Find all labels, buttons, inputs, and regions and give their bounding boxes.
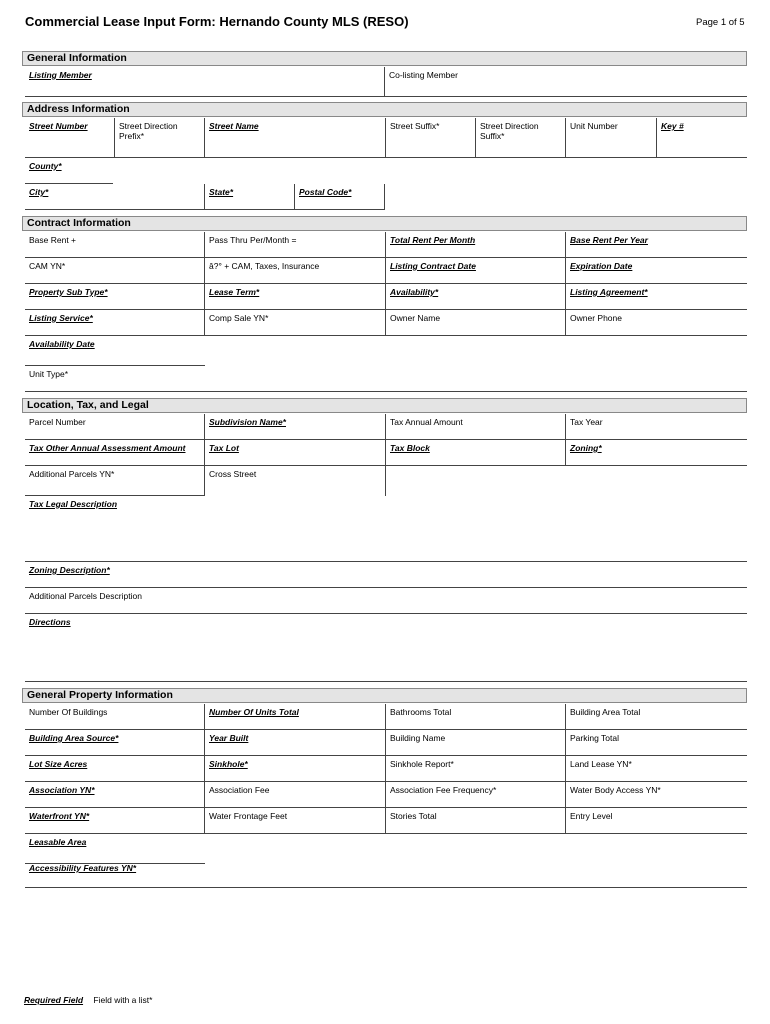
property-sub-type-field[interactable]: Property Sub Type* [25,284,205,310]
co-listing-member-field[interactable]: Co-listing Member [385,67,747,97]
unit-number-field[interactable]: Unit Number [566,118,657,158]
parking-total-field[interactable]: Parking Total [566,730,747,756]
land-lease-yn-field[interactable]: Land Lease YN* [566,756,747,782]
accessibility-features-yn-field[interactable]: Accessibility Features YN* [25,860,747,888]
entry-level-field[interactable]: Entry Level [566,808,747,834]
expiration-date-field[interactable]: Expiration Date [566,258,747,284]
building-area-source-field[interactable]: Building Area Source* [25,730,205,756]
listing-member-field[interactable]: Listing Member [25,67,385,97]
base-rent-per-year-field[interactable]: Base Rent Per Year [566,232,747,258]
section-location-tax-legal: Location, Tax, and Legal [22,398,747,413]
required-field-legend: Required Field [24,995,84,1005]
section-general-property-information: General Property Information [22,688,747,703]
association-fee-frequency-field[interactable]: Association Fee Frequency* [386,782,566,808]
lot-size-acres-field[interactable]: Lot Size Acres [25,756,205,782]
tax-block-field[interactable]: Tax Block [386,440,566,466]
listing-contract-date-field[interactable]: Listing Contract Date [386,258,566,284]
association-yn-field[interactable]: Association YN* [25,782,205,808]
street-suffix-field[interactable]: Street Suffix* [386,118,476,158]
comp-sale-yn-field[interactable]: Comp Sale YN* [205,310,386,336]
tax-annual-amount-field[interactable]: Tax Annual Amount [386,414,566,440]
base-rent-field[interactable]: Base Rent + [25,232,205,258]
section-contract-information: Contract Information [22,216,747,231]
water-body-access-yn-field[interactable]: Water Body Access YN* [566,782,747,808]
additional-parcels-yn-field[interactable]: Additional Parcels YN* [25,466,205,496]
cam-yn-field[interactable]: CAM YN* [25,258,205,284]
street-name-field[interactable]: Street Name [205,118,386,158]
section-general-information: General Information [22,51,747,66]
list-field-legend: Field with a list* [93,995,153,1005]
additional-parcels-description-field[interactable]: Additional Parcels Description [25,588,747,614]
postal-code-field[interactable]: Postal Code* [295,184,385,210]
tax-legal-description-field[interactable]: Tax Legal Description [25,496,747,562]
form-title: Commercial Lease Input Form: Hernando County MLS (RESO) [25,14,409,29]
city-field[interactable]: City* [25,184,205,210]
listing-service-field[interactable]: Listing Service* [25,310,205,336]
water-frontage-feet-field[interactable]: Water Frontage Feet [205,808,386,834]
sinkhole-report-field[interactable]: Sinkhole Report* [386,756,566,782]
association-fee-field[interactable]: Association Fee [205,782,386,808]
year-built-field[interactable]: Year Built [205,730,386,756]
street-direction-suffix-field[interactable]: Street Direction Suffix* [476,118,566,158]
cam-taxes-insurance-field[interactable]: â?° + CAM, Taxes, Insurance [205,258,386,284]
number-of-buildings-field[interactable]: Number Of Buildings [25,704,205,730]
key-number-field[interactable]: Key # [657,118,747,158]
parcel-number-field[interactable]: Parcel Number [25,414,205,440]
leasable-area-field[interactable]: Leasable Area [25,834,205,864]
availability-field[interactable]: Availability* [386,284,566,310]
tax-other-assessment-field[interactable]: Tax Other Annual Assessment Amount [25,440,205,466]
owner-phone-field[interactable]: Owner Phone [566,310,747,336]
state-field[interactable]: State* [205,184,295,210]
directions-field[interactable]: Directions [25,614,747,682]
lease-term-field[interactable]: Lease Term* [205,284,386,310]
page-number: Page 1 of 5 [696,17,745,28]
section-address-information: Address Information [22,102,747,117]
listing-agreement-field[interactable]: Listing Agreement* [566,284,747,310]
bathrooms-total-field[interactable]: Bathrooms Total [386,704,566,730]
building-area-total-field[interactable]: Building Area Total [566,704,747,730]
tax-lot-field[interactable]: Tax Lot [205,440,386,466]
pass-thru-field[interactable]: Pass Thru Per/Month = [205,232,386,258]
zoning-description-field[interactable]: Zoning Description* [25,562,747,588]
waterfront-yn-field[interactable]: Waterfront YN* [25,808,205,834]
owner-name-field[interactable]: Owner Name [386,310,566,336]
unit-type-field[interactable]: Unit Type* [25,366,747,392]
street-direction-prefix-field[interactable]: Street Direction Prefix* [115,118,205,158]
availability-date-field[interactable]: Availability Date [25,336,205,366]
building-name-field[interactable]: Building Name [386,730,566,756]
footer-legend [24,995,152,1005]
zoning-field[interactable]: Zoning* [566,440,747,466]
sinkhole-field[interactable]: Sinkhole* [205,756,386,782]
stories-total-field[interactable]: Stories Total [386,808,566,834]
number-of-units-total-field[interactable]: Number Of Units Total [205,704,386,730]
tax-year-field[interactable]: Tax Year [566,414,747,440]
cross-street-field[interactable]: Cross Street [205,466,386,496]
subdivision-name-field[interactable]: Subdivision Name* [205,414,386,440]
county-field[interactable]: County* [25,158,113,184]
total-rent-field[interactable]: Total Rent Per Month [386,232,566,258]
street-number-field[interactable]: Street Number [25,118,115,158]
